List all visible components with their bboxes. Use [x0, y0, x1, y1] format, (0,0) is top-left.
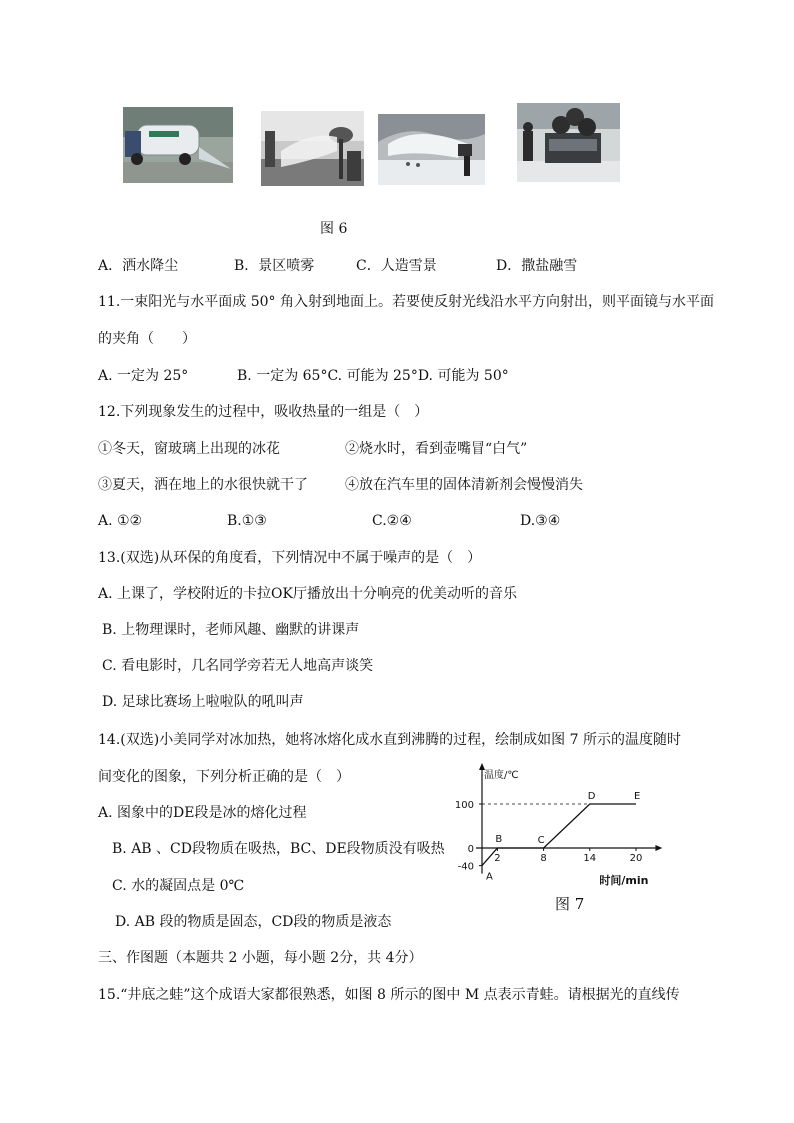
q15-stem: 15.“井底之蛙”这个成语大家都很熟悉，如图 8 所示的图中 M 点表示青蛙。请根据光的直线传 — [98, 987, 680, 1003]
y-tick-label-100: 100 — [454, 800, 474, 811]
point-label-E: E — [634, 791, 641, 802]
q12-item-4: ④放在汽车里的固体清新剂会慢慢消失 — [345, 477, 583, 493]
mist-sprayer-photo — [261, 111, 364, 186]
option-d: D．撒盐融雪 — [496, 258, 578, 274]
point-label-A: A — [486, 871, 493, 883]
q12-option-c: C.②④ — [372, 513, 412, 529]
x-tick-label-8: 8 — [540, 853, 547, 864]
q14-option-c: C. 水的凝固点是 0℃ — [112, 878, 245, 894]
option-c: C．人造雪景 — [356, 258, 437, 274]
q14-option-a: A. 图象中的DE段是冰的熔化过程 — [98, 805, 307, 821]
q14-stem-line2: 间变化的图象，下列分析正确的是（ ） — [98, 769, 350, 785]
point-label-C: C — [537, 835, 545, 846]
q13-option-c: C. 看电影时，几名同学旁若无人地高声谈笑 — [102, 658, 374, 674]
salt-truck-photo — [517, 103, 620, 182]
point-label-B: B — [495, 834, 503, 845]
q11-option-a: A. 一定为 25° — [98, 368, 189, 384]
temperature-curve — [482, 804, 636, 866]
x-tick-label-14: 14 — [583, 853, 597, 864]
q14-option-d: D. AB 段的物质是固态，CD段的物质是液态 — [115, 914, 392, 930]
point-label-D: D — [587, 791, 596, 802]
q12-item-2: ②烧水时，看到壶嘴冒“白气” — [345, 441, 528, 457]
q14-option-b: B. AB 、CD段物质在吸热，BC、DE段物质没有吸热 — [112, 841, 445, 857]
y-tick-label-0: 0 — [467, 844, 474, 855]
q12-item-1: ①冬天，窗玻璃上出现的冰花 — [98, 441, 280, 457]
q12-option-d: D.③④ — [520, 513, 561, 529]
q11-options-bcd: B. 一定为 65°C. 可能为 25°D. 可能为 50° — [237, 368, 509, 384]
fig6-caption: 图 6 — [320, 221, 348, 237]
q14-stem-line1: 14.(双选)小美同学对冰加热，她将冰熔化成水直到沸腾的过程，绘制成如图 7 所示的温度随时 — [98, 732, 681, 748]
snow-machine-photo — [378, 114, 485, 185]
q13-stem: 13.(双选)从环保的角度看，下列情况中不属于噪声的是（ ） — [98, 550, 482, 566]
y-axis-arrow — [479, 763, 485, 770]
option-b: B．景区喷雾 — [234, 258, 315, 274]
q12-item-3: ③夏天，洒在地上的水很快就干了 — [98, 477, 308, 493]
q11-stem-line1: 11.一束阳光与水平面成 50° 角入射到地面上。若要使反射光线沿水平方向射出，则平面镜与水平面 — [98, 294, 714, 310]
q12-stem: 12.下列现象发生的过程中，吸收热量的一组是（ ） — [98, 404, 429, 420]
option-a: A．洒水降尘 — [98, 258, 179, 274]
y-tick-label--40: -40 — [457, 861, 474, 873]
x-axis-label: 时间/min — [599, 874, 649, 887]
y-axis-label: 温度/℃ — [484, 770, 519, 781]
x-tick-label-20: 20 — [629, 853, 643, 864]
q13-option-b: B. 上物理课时，老师风趣、幽默的讲课声 — [102, 622, 360, 638]
q12-option-a: A. ①② — [98, 513, 143, 529]
fig7-caption: 图 7 — [555, 895, 585, 913]
q13-option-a: A. 上课了，学校附近的卡拉OK厅播放出十分响亮的优美动听的音乐 — [98, 586, 517, 602]
x-axis-arrow — [655, 845, 662, 851]
q11-stem-line2: 的夹角（ ） — [98, 331, 196, 347]
water-truck-photo — [123, 107, 233, 183]
x-tick-label-2: 2 — [494, 853, 501, 864]
section3-heading: 三、作图题（本题共 2 小题，每小题 2分，共 4分） — [98, 950, 423, 966]
q13-option-d: D. 足球比赛场上啦啦队的吼叫声 — [102, 694, 304, 710]
q12-option-b: B.①③ — [227, 513, 267, 529]
